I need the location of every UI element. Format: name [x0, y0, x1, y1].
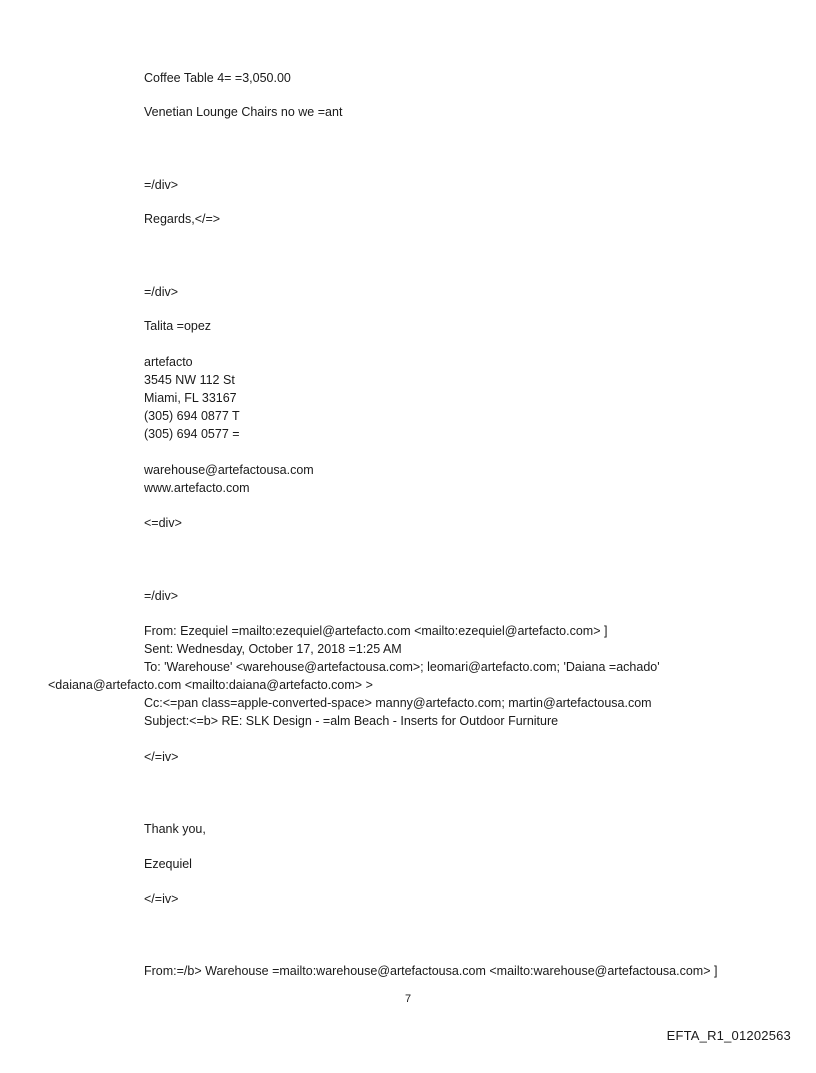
header-from: From:=/b> Warehouse =mailto:warehouse@artefactousa.com <mailto:warehouse@artefactousa.com> ]: [144, 964, 718, 978]
company-name: artefacto: [144, 355, 193, 369]
markup-line: <=div>: [144, 516, 182, 530]
closing-line: Thank you,: [144, 822, 206, 836]
city-line: Miami, FL 33167: [144, 391, 237, 405]
header-cc: Cc:<=pan class=apple-converted-space> manny@artefacto.com; martin@artefactousa.com: [144, 696, 652, 710]
markup-line: </=iv>: [144, 892, 179, 906]
price-line: Coffee Table 4= =3,050.00: [144, 71, 291, 85]
header-to-continued: <daiana@artefacto.com <mailto:daiana@artefacto.com> >: [48, 678, 373, 692]
fax-line: (305) 694 0577 =: [144, 427, 240, 441]
signature-name: Talita =opez: [144, 319, 212, 333]
header-sent: Sent: Wednesday, October 17, 2018 =1:25 AM: [144, 642, 402, 656]
closing-line: Regards,</=>: [144, 212, 221, 226]
email-line: warehouse@artefactousa.com: [144, 463, 314, 477]
markup-line: </=iv>: [144, 750, 179, 764]
header-to: To: 'Warehouse' <warehouse@artefactousa.com>; leomari@artefacto.com; 'Daiana =achado': [144, 660, 660, 674]
markup-line: =/div>: [144, 285, 179, 299]
text-line: Venetian Lounge Chairs no we =ant: [144, 105, 343, 119]
address-line: 3545 NW 112 St: [144, 373, 235, 387]
phone-line: (305) 694 0877 T: [144, 409, 240, 423]
bates-number: EFTA_R1_01202563: [666, 1028, 791, 1043]
page-number: 7: [404, 993, 412, 1005]
website-line: www.artefacto.com: [144, 481, 250, 495]
signature-name: Ezequiel: [144, 857, 192, 871]
markup-line: =/div>: [144, 589, 179, 603]
header-from: From: Ezequiel =mailto:ezequiel@artefacto.com <mailto:ezequiel@artefacto.com> ]: [144, 624, 608, 638]
header-subject: Subject:<=b> RE: SLK Design - =alm Beach - Inserts for Outdoor Furniture: [144, 714, 559, 728]
markup-line: =/div>: [144, 178, 179, 192]
